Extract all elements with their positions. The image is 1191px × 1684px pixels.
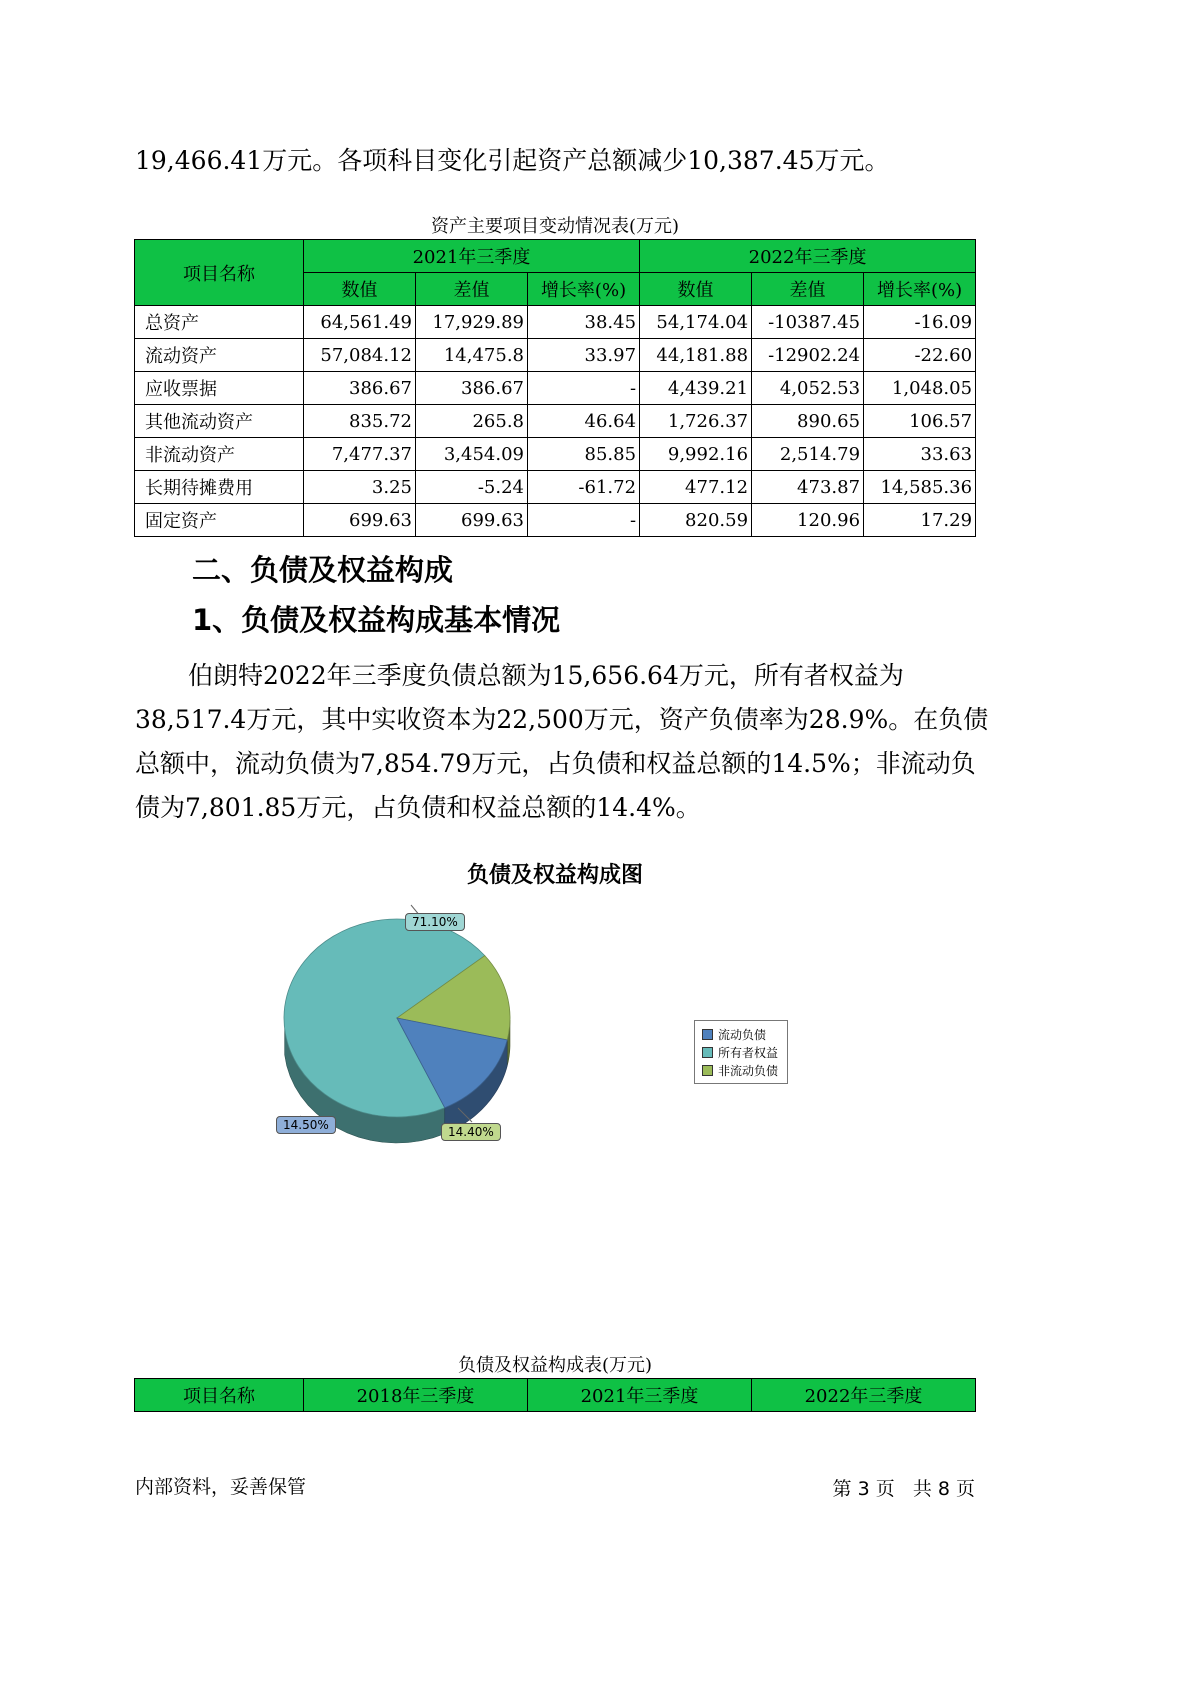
legend-swatch	[702, 1065, 713, 1076]
table-cell: -	[528, 372, 640, 405]
legend-item	[702, 1025, 780, 1043]
footer-left: 内部资料，妥善保管	[135, 1476, 307, 1498]
legend-label: 非流动负债	[718, 1063, 779, 1078]
header-period: 2021年三季度	[528, 1379, 752, 1412]
liability-table-caption: 负债及权益构成表(万元)	[457, 1355, 653, 1376]
header-group-2022: 2022年三季度	[640, 240, 976, 273]
table-cell: 3.25	[304, 471, 416, 504]
pie-label-owners-equity: 71.10%	[405, 913, 465, 931]
subheader: 差值	[416, 273, 528, 306]
asset-table-body	[135, 306, 976, 537]
intro-line: 19,466.41万元。各项科目变化引起资产总额减少10,387.45万元。	[135, 146, 890, 175]
table-cell: 14,475.8	[416, 339, 528, 372]
table-cell: -61.72	[528, 471, 640, 504]
table-cell: 106.57	[864, 405, 976, 438]
table-cell: -10387.45	[752, 306, 864, 339]
table-cell: 14,585.36	[864, 471, 976, 504]
table-cell: 46.64	[528, 405, 640, 438]
row-label: 固定资产	[135, 504, 304, 537]
table-cell: 4,439.21	[640, 372, 752, 405]
table-row	[135, 504, 976, 537]
table-cell: 835.72	[304, 405, 416, 438]
table-cell: 44,181.88	[640, 339, 752, 372]
table-cell: 265.8	[416, 405, 528, 438]
table-cell: 386.67	[416, 372, 528, 405]
table-cell: 699.63	[416, 504, 528, 537]
header-period: 2018年三季度	[304, 1379, 528, 1412]
table-cell: 2,514.79	[752, 438, 864, 471]
subheader: 增长率(%)	[528, 273, 640, 306]
legend-swatch	[702, 1047, 713, 1058]
table-cell: 386.67	[304, 372, 416, 405]
header-item-name: 项目名称	[135, 1379, 304, 1412]
table-cell: 3,454.09	[416, 438, 528, 471]
subheader: 增长率(%)	[864, 273, 976, 306]
table-cell: 1,048.05	[864, 372, 976, 405]
table-cell: -12902.24	[752, 339, 864, 372]
subsection-title: 1、负债及权益构成基本情况	[192, 603, 561, 637]
table-cell: -	[528, 504, 640, 537]
table-cell: 33.97	[528, 339, 640, 372]
legend-item	[702, 1043, 780, 1061]
table-cell: 54,174.04	[640, 306, 752, 339]
table-cell: 4,052.53	[752, 372, 864, 405]
table-row	[135, 372, 976, 405]
legend-label: 流动负债	[718, 1027, 767, 1042]
row-label: 应收票据	[135, 372, 304, 405]
header-group-2021: 2021年三季度	[304, 240, 640, 273]
liability-table-caption-wrap	[135, 1351, 975, 1377]
paragraph-line: 债为7,801.85万元，占负债和权益总额的14.4%。	[135, 793, 701, 822]
table-cell: 890.65	[752, 405, 864, 438]
table-cell: 7,477.37	[304, 438, 416, 471]
chart-title: 负债及权益构成图	[466, 863, 643, 888]
table-cell: 473.87	[752, 471, 864, 504]
table-cell: 9,992.16	[640, 438, 752, 471]
table-cell: 17,929.89	[416, 306, 528, 339]
liability-table	[134, 1378, 976, 1412]
table-cell: -5.24	[416, 471, 528, 504]
row-label: 流动资产	[135, 339, 304, 372]
table-cell: -16.09	[864, 306, 976, 339]
table-cell: 38.45	[528, 306, 640, 339]
paragraph-line: 总额中，流动负债为7,854.79万元，占负债和权益总额的14.5%；非流动负	[135, 749, 976, 778]
pie-label-noncurrent-liabilities: 14.40%	[441, 1123, 501, 1141]
row-label: 非流动资产	[135, 438, 304, 471]
table-row	[135, 438, 976, 471]
paragraph-line: 伯朗特2022年三季度负债总额为15,656.64万元，所有者权益为	[188, 661, 904, 690]
subheader: 数值	[640, 273, 752, 306]
table-cell: 477.12	[640, 471, 752, 504]
asset-table-caption: 资产主要项目变动情况表(万元)	[430, 216, 680, 237]
table-row	[135, 339, 976, 372]
subheader: 差值	[752, 273, 864, 306]
table-cell: 17.29	[864, 504, 976, 537]
table-cell: 57,084.12	[304, 339, 416, 372]
table-cell: 699.63	[304, 504, 416, 537]
table-row	[135, 306, 976, 339]
table-cell: 64,561.49	[304, 306, 416, 339]
header-period: 2022年三季度	[752, 1379, 976, 1412]
asset-table	[134, 239, 976, 537]
row-label: 总资产	[135, 306, 304, 339]
header-item-name: 项目名称	[135, 240, 304, 306]
table-cell: 120.96	[752, 504, 864, 537]
page-number: 第 3 页 共 8 页	[832, 1478, 975, 1500]
legend-item	[702, 1061, 780, 1079]
row-label: 长期待摊费用	[135, 471, 304, 504]
table-row	[135, 405, 976, 438]
table-row	[135, 471, 976, 504]
section-title: 二、负债及权益构成	[192, 553, 454, 587]
legend-label: 所有者权益	[718, 1045, 779, 1060]
legend-swatch	[702, 1029, 713, 1040]
pie-label-current-liabilities: 14.50%	[276, 1116, 336, 1134]
body-paragraph	[135, 654, 988, 830]
row-label: 其他流动资产	[135, 405, 304, 438]
asset-table-caption-wrap	[135, 212, 975, 238]
table-cell: 1,726.37	[640, 405, 752, 438]
paragraph-line: 38,517.4万元，其中实收资本为22,500万元，资产负债率为28.9%。在负债	[135, 705, 989, 734]
subheader: 数值	[304, 273, 416, 306]
table-cell: -22.60	[864, 339, 976, 372]
chart-legend	[694, 1020, 788, 1084]
table-cell: 85.85	[528, 438, 640, 471]
table-cell: 820.59	[640, 504, 752, 537]
table-cell: 33.63	[864, 438, 976, 471]
